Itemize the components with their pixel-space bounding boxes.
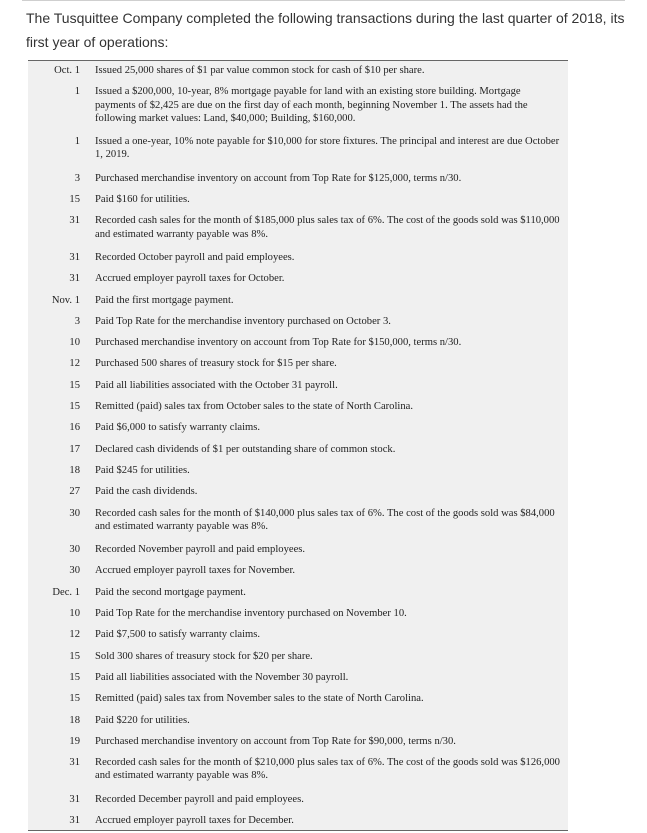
transaction-date: 27 [69,486,80,498]
transaction-date: 31 [69,215,80,227]
transaction-date: 18 [69,714,80,726]
transaction-date: 15 [69,379,80,391]
transaction-description: Paid the first mortgage payment. [95,294,234,306]
transaction-date: 15 [69,671,80,683]
transaction-date: 31 [69,273,80,285]
intro-paragraph: The Tusquittee Company completed the following transactions during the last quarter of 2018, its first year of operations: [26,10,625,50]
transaction-row [28,732,568,753]
transaction-row [28,689,568,710]
transaction-row [28,625,568,646]
transaction-row [28,333,568,354]
transaction-row [28,312,568,333]
transaction-row [28,711,568,732]
transaction-row [28,811,568,832]
transaction-row [28,269,568,290]
transaction-row [28,583,568,604]
transaction-description: Recorded November payroll and paid employees. [95,544,306,556]
transaction-description: Issued a one-year, 10% note payable for $10,000 for store fixtures. The principal and interest are due October 1, 2019. [95,136,560,161]
transaction-date: Nov. 1 [51,294,80,306]
transaction-date: 19 [69,735,80,747]
transaction-row [28,561,568,582]
transaction-description: Recorded cash sales for the month of $140,000 plus sales tax of 6%. The cost of the goods sold was $84,000 and estimated warranty payable was 8%. [95,507,555,532]
transaction-description: Paid all liabilities associated with the November 30 payroll. [95,671,349,683]
transaction-row [28,82,568,132]
transaction-date: 30 [69,544,80,556]
transaction-date: 31 [69,757,80,769]
transaction-description: Paid all liabilities associated with the October 31 payroll. [95,379,338,391]
transaction-row [28,540,568,561]
transaction-description: Paid $7,500 to satisfy warranty claims. [95,629,261,641]
transaction-description: Paid the second mortgage payment. [95,586,246,598]
transaction-description: Paid $245 for utilities. [95,464,190,476]
transaction-row [28,790,568,811]
transaction-row [28,211,568,248]
transaction-date: 30 [69,507,80,519]
transaction-row [28,376,568,397]
transaction-date: 1 [74,86,80,98]
transaction-description: Recorded cash sales for the month of $185,000 plus sales tax of 6%. The cost of the goods sold was $110,000 and estimated warranty payable was 8%. [95,215,560,240]
transaction-date: Dec. 1 [52,586,80,598]
transaction-description: Purchased merchandise inventory on account from Top Rate for $90,000, terms n/30. [95,735,456,747]
transaction-row [28,418,568,439]
transaction-date: 10 [69,337,80,349]
transaction-row [28,504,568,541]
transaction-row [28,248,568,269]
transaction-description: Paid $220 for utilities. [95,714,190,726]
transaction-description: Accrued employer payroll taxes for December. [95,814,294,826]
transaction-description: Accrued employer payroll taxes for October. [95,273,285,285]
transactions-table [28,60,568,831]
transaction-row [28,440,568,461]
transaction-row [28,169,568,190]
transaction-description: Paid Top Rate for the merchandise inventory purchased on October 3. [95,315,391,327]
transaction-date: 15 [69,693,80,705]
transaction-row [28,604,568,625]
transaction-date: 31 [69,251,80,263]
transaction-description: Purchased merchandise inventory on account from Top Rate for $150,000, terms n/30. [95,337,462,349]
transaction-description: Issued 25,000 shares of $1 par value common stock for cash of $10 per share. [95,65,425,76]
transaction-description: Recorded December payroll and paid employees. [95,793,304,805]
transaction-row [28,753,568,790]
transaction-date: 15 [69,650,80,662]
transaction-description: Recorded cash sales for the month of $210,000 plus sales tax of 6%. The cost of the goods sold was $126,000 and estimated warranty payable was 8%. [95,757,560,782]
transaction-date: 31 [69,793,80,805]
transaction-row [28,647,568,668]
transaction-description: Issued a $200,000, 10-year, 8% mortgage payable for land with an existing store building. Mortgage payments of $2,425 are due on the first day of each month, beginning November 1. The assets had the following market values: Land, $40,000; Building, $160,000. [95,86,528,124]
transaction-date: 10 [69,608,80,620]
transaction-description: Paid $160 for utilities. [95,194,190,206]
transaction-date: 17 [69,443,80,455]
transaction-date: Oct. 1 [54,65,80,76]
top-divider [22,0,625,1]
transaction-description: Paid $6,000 to satisfy warranty claims. [95,422,261,434]
transaction-row [28,668,568,689]
transaction-date: 15 [69,401,80,413]
transaction-description: Paid the cash dividends. [95,486,198,498]
transaction-date: 31 [69,814,80,826]
transaction-row [28,482,568,503]
transaction-description: Sold 300 shares of treasury stock for $20 per share. [95,650,313,662]
transaction-date: 3 [74,172,80,184]
transaction-date: 3 [74,315,80,327]
transaction-row [28,397,568,418]
transaction-description: Purchased merchandise inventory on account from Top Rate for $125,000, terms n/30. [95,172,462,184]
transaction-date: 12 [69,629,80,641]
transaction-date: 18 [69,464,80,476]
transaction-date: 16 [69,422,80,434]
transaction-row [28,190,568,211]
transaction-date: 1 [74,136,80,148]
transaction-date: 30 [69,565,80,577]
transaction-row [28,354,568,375]
transaction-description: Recorded October payroll and paid employees. [95,251,295,263]
transaction-description: Purchased 500 shares of treasury stock for $15 per share. [95,358,337,370]
transaction-date: 12 [69,358,80,370]
transaction-date: 15 [69,194,80,206]
transaction-row [28,461,568,482]
transaction-description: Accrued employer payroll taxes for November. [95,565,296,577]
transaction-description: Declared cash dividends of $1 per outstanding share of common stock. [95,443,396,455]
transaction-description: Paid Top Rate for the merchandise inventory purchased on November 10. [95,608,407,620]
transaction-description: Remitted (paid) sales tax from November sales to the state of North Carolina. [95,693,424,705]
transaction-row [28,291,568,312]
transaction-description: Remitted (paid) sales tax from October sales to the state of North Carolina. [95,401,414,413]
transaction-row [28,61,568,82]
transaction-row [28,132,568,169]
